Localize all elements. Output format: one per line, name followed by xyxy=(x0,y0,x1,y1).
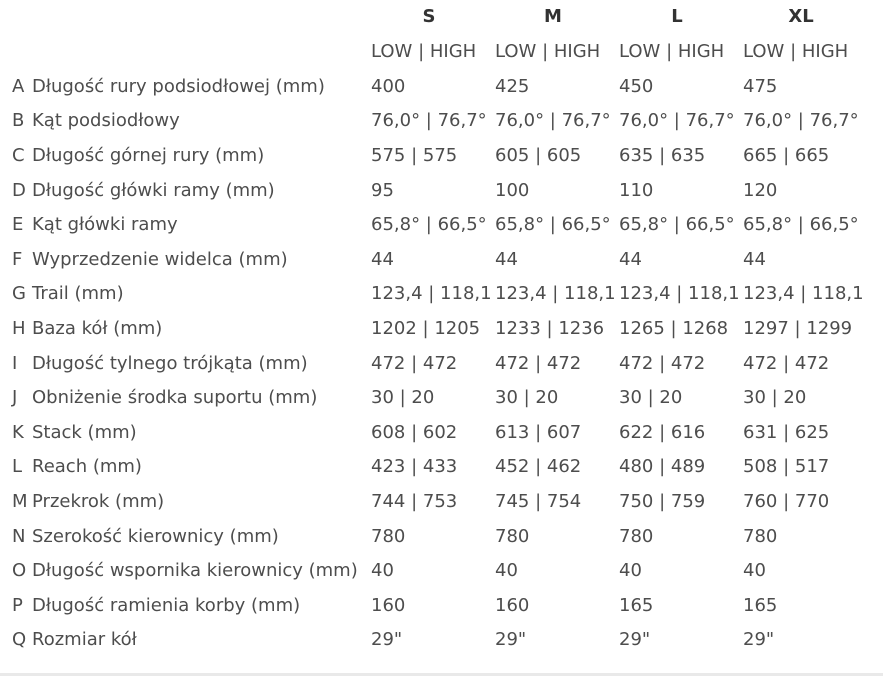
row-label: Obniżenie środka suportu (mm) xyxy=(32,387,318,409)
table-row xyxy=(12,138,867,173)
value-cell-s: 30 | 20 xyxy=(371,387,435,409)
row-letter: A xyxy=(12,75,25,97)
value-cell-l: 110 xyxy=(619,179,654,201)
table-row xyxy=(12,173,867,208)
value-cell-xl: 120 xyxy=(743,179,778,201)
value-cell-xl: 475 xyxy=(743,75,778,97)
value-cell-xl: 1297 | 1299 xyxy=(743,317,853,339)
table-row xyxy=(12,69,867,104)
value-cell-s: 160 xyxy=(371,594,406,616)
value-cell-s: 472 | 472 xyxy=(371,352,458,374)
size-header-l: L xyxy=(671,6,683,27)
table-row xyxy=(12,519,867,554)
value-cell-l: 480 | 489 xyxy=(619,456,706,478)
row-label: Kąt główki ramy xyxy=(32,214,178,236)
value-cell-s: 65,8° | 66,5° xyxy=(371,214,487,236)
size-header-s: S xyxy=(422,6,436,27)
row-letter: Q xyxy=(12,629,27,651)
row-letter: B xyxy=(12,110,25,132)
value-cell-m: 76,0° | 76,7° xyxy=(495,110,611,132)
value-cell-s: 29" xyxy=(371,629,403,651)
value-cell-m: 452 | 462 xyxy=(495,456,582,478)
row-letter: D xyxy=(12,179,26,201)
row-label: Wyprzedzenie widelca (mm) xyxy=(32,248,288,270)
value-cell-l: 780 xyxy=(619,525,654,547)
value-cell-xl: 65,8° | 66,5° xyxy=(743,214,859,236)
value-cell-s: 780 xyxy=(371,525,406,547)
value-cell-m: 425 xyxy=(495,75,530,97)
value-cell-s: 44 xyxy=(371,248,394,270)
value-cell-m: 472 | 472 xyxy=(495,352,582,374)
row-letter: F xyxy=(12,248,23,270)
value-cell-m: 1233 | 1236 xyxy=(495,317,605,339)
table-row xyxy=(12,415,867,450)
value-cell-m: 613 | 607 xyxy=(495,421,582,443)
value-cell-xl: 472 | 472 xyxy=(743,352,830,374)
table-row xyxy=(12,553,867,588)
row-letter: P xyxy=(12,594,23,616)
value-cell-s: 400 xyxy=(371,75,406,97)
value-cell-m: 65,8° | 66,5° xyxy=(495,214,611,236)
value-cell-s: 95 xyxy=(371,179,394,201)
row-letter: O xyxy=(12,560,27,582)
table-row xyxy=(12,207,867,242)
row-label: Stack (mm) xyxy=(32,421,137,443)
value-cell-xl: 665 | 665 xyxy=(743,144,830,166)
value-cell-s: 744 | 753 xyxy=(371,490,458,512)
value-cell-l: 29" xyxy=(619,629,651,651)
value-cell-l: 44 xyxy=(619,248,642,270)
empty-header-cell xyxy=(12,33,32,69)
value-cell-s: 123,4 | 118,1 xyxy=(371,283,492,305)
empty-header-cell xyxy=(12,0,32,33)
value-cell-xl: 508 | 517 xyxy=(743,456,830,478)
mode-header-row xyxy=(12,33,867,69)
row-label: Długość górnej rury (mm) xyxy=(32,144,265,166)
row-letter: K xyxy=(12,421,24,443)
row-label: Długość ramienia korby (mm) xyxy=(32,594,301,616)
value-cell-l: 750 | 759 xyxy=(619,490,706,512)
table-row xyxy=(12,311,867,346)
table-row xyxy=(12,104,867,139)
value-cell-l: 622 | 616 xyxy=(619,421,706,443)
geometry-table-body xyxy=(12,69,867,657)
value-cell-xl: 780 xyxy=(743,525,778,547)
row-letter: E xyxy=(12,214,24,236)
bottom-divider xyxy=(0,673,883,676)
row-letter: G xyxy=(12,283,26,305)
value-cell-m: 745 | 754 xyxy=(495,490,582,512)
empty-header-cell xyxy=(32,0,371,33)
value-cell-s: 575 | 575 xyxy=(371,144,458,166)
mode-header-xl: LOW | HIGH xyxy=(743,40,849,62)
table-row xyxy=(12,484,867,519)
value-cell-m: 44 xyxy=(495,248,518,270)
size-header-row xyxy=(12,0,867,33)
value-cell-m: 160 xyxy=(495,594,530,616)
value-cell-m: 29" xyxy=(495,629,527,651)
table-row xyxy=(12,450,867,485)
row-label: Długość główki ramy (mm) xyxy=(32,179,275,201)
value-cell-l: 65,8° | 66,5° xyxy=(619,214,735,236)
value-cell-m: 780 xyxy=(495,525,530,547)
row-label: Reach (mm) xyxy=(32,456,142,478)
mode-header-s: LOW | HIGH xyxy=(371,40,477,62)
row-letter: M xyxy=(12,490,28,512)
row-letter: C xyxy=(12,144,25,166)
row-label: Długość tylnego trójkąta (mm) xyxy=(32,352,308,374)
row-label: Trail (mm) xyxy=(32,283,124,305)
table-row xyxy=(12,346,867,381)
mode-header-l: LOW | HIGH xyxy=(619,40,725,62)
table-row xyxy=(12,277,867,312)
value-cell-xl: 29" xyxy=(743,629,775,651)
size-header-xl: XL xyxy=(788,6,814,27)
row-label: Baza kół (mm) xyxy=(32,317,163,339)
value-cell-l: 472 | 472 xyxy=(619,352,706,374)
value-cell-xl: 631 | 625 xyxy=(743,421,830,443)
value-cell-l: 123,4 | 118,1 xyxy=(619,283,740,305)
row-letter: I xyxy=(12,352,18,374)
row-letter: H xyxy=(12,317,26,339)
value-cell-l: 30 | 20 xyxy=(619,387,683,409)
row-label: Przekrok (mm) xyxy=(32,490,165,512)
value-cell-s: 1202 | 1205 xyxy=(371,317,481,339)
row-label: Szerokość kierownicy (mm) xyxy=(32,525,279,547)
row-label: Kąt podsiodłowy xyxy=(32,110,180,132)
value-cell-l: 40 xyxy=(619,560,642,582)
value-cell-l: 165 xyxy=(619,594,654,616)
value-cell-xl: 760 | 770 xyxy=(743,490,830,512)
value-cell-s: 423 | 433 xyxy=(371,456,458,478)
table-row xyxy=(12,623,867,658)
empty-header-cell xyxy=(32,33,371,69)
mode-header-m: LOW | HIGH xyxy=(495,40,601,62)
value-cell-xl: 44 xyxy=(743,248,766,270)
value-cell-s: 76,0° | 76,7° xyxy=(371,110,487,132)
value-cell-l: 450 xyxy=(619,75,654,97)
value-cell-s: 608 | 602 xyxy=(371,421,458,443)
table-row xyxy=(12,380,867,415)
row-letter: J xyxy=(12,387,18,409)
value-cell-xl: 40 xyxy=(743,560,766,582)
value-cell-m: 30 | 20 xyxy=(495,387,559,409)
value-cell-m: 40 xyxy=(495,560,518,582)
row-label: Długość wspornika kierownicy (mm) xyxy=(32,560,358,582)
value-cell-xl: 76,0° | 76,7° xyxy=(743,110,859,132)
row-label: Długość rury podsiodłowej (mm) xyxy=(32,75,325,97)
value-cell-l: 635 | 635 xyxy=(619,144,706,166)
value-cell-l: 76,0° | 76,7° xyxy=(619,110,735,132)
value-cell-xl: 165 xyxy=(743,594,778,616)
value-cell-m: 605 | 605 xyxy=(495,144,582,166)
value-cell-l: 1265 | 1268 xyxy=(619,317,729,339)
row-letter: N xyxy=(12,525,26,547)
value-cell-m: 123,4 | 118,1 xyxy=(495,283,616,305)
geometry-table xyxy=(12,0,867,657)
value-cell-xl: 30 | 20 xyxy=(743,387,807,409)
value-cell-m: 100 xyxy=(495,179,530,201)
size-header-m: M xyxy=(544,6,562,27)
table-row xyxy=(12,588,867,623)
row-letter: L xyxy=(12,456,23,478)
value-cell-s: 40 xyxy=(371,560,394,582)
table-row xyxy=(12,242,867,277)
value-cell-xl: 123,4 | 118,1 xyxy=(743,283,864,305)
row-label: Rozmiar kół xyxy=(32,629,137,651)
